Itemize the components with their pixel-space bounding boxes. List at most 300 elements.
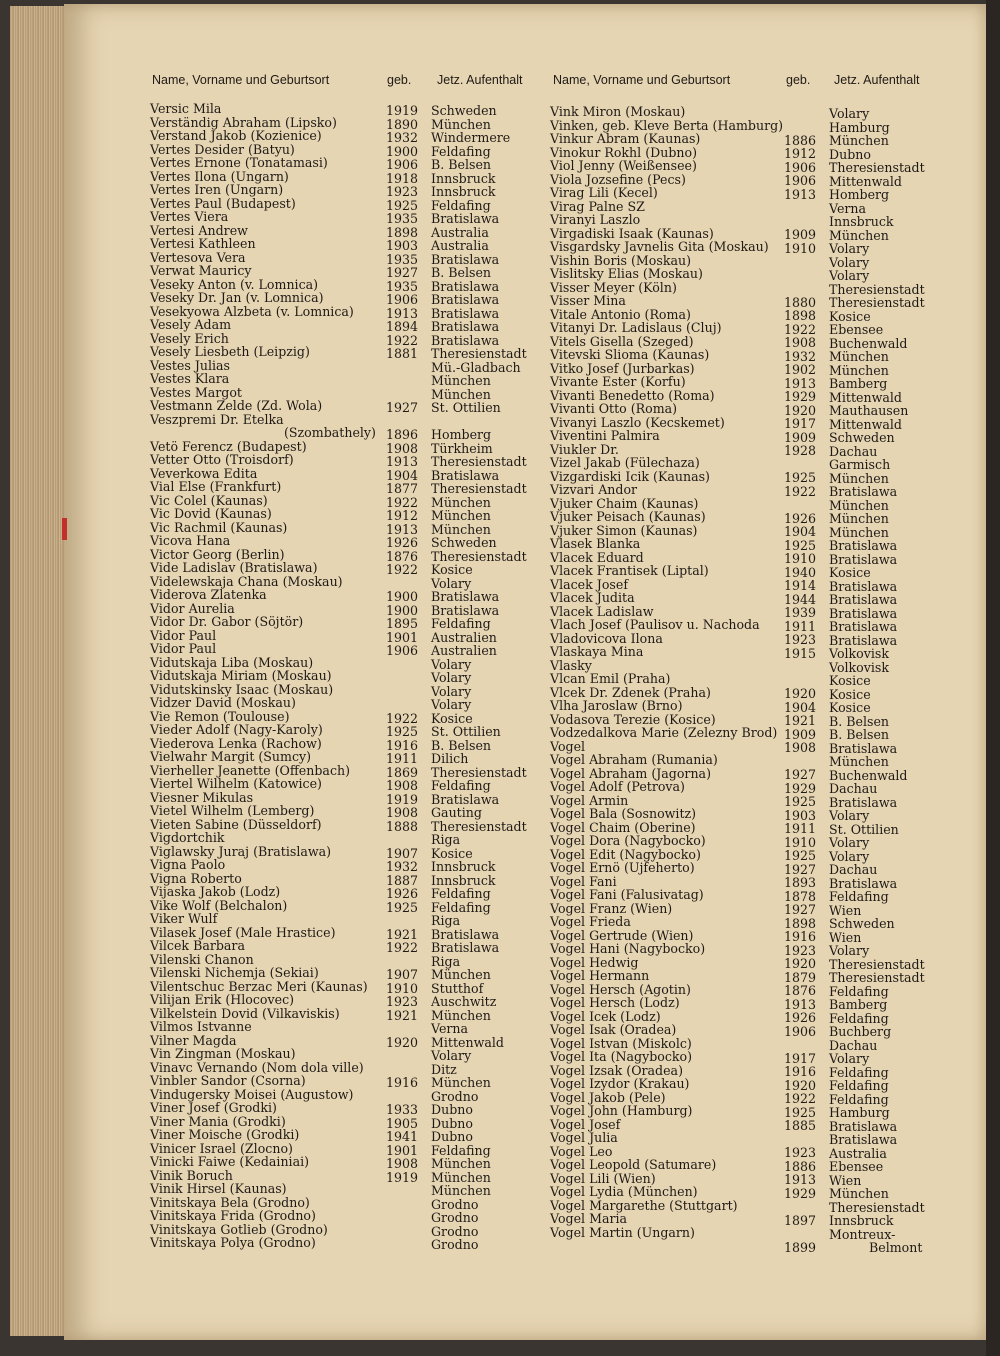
left-names-entry: Vetö Ferencz (Budapest)	[150, 438, 307, 454]
left-years-column	[386, 104, 418, 1252]
left-names-entry: Vinik Hirsel (Kaunas)	[150, 1181, 287, 1196]
left-years-entry: 1919	[386, 1169, 419, 1185]
right-names-entry: Vogel Hersch (Lodz)	[550, 995, 680, 1010]
left-names-entry: Veszpremi Dr. Etelka	[150, 411, 284, 427]
left-years-entry: 1925	[386, 197, 419, 213]
right-years-entry: 1939	[784, 605, 817, 620]
left-names-entry: Viederova Lenka (Rachow)	[150, 735, 322, 751]
left-places-entry: Theresienstadt	[431, 454, 527, 469]
right-places-entry: München	[829, 362, 889, 378]
right-names-entry: Vlaskaya Mina	[550, 644, 644, 659]
right-years-entry: 1927	[784, 902, 817, 917]
left-years-entry	[386, 1049, 418, 1063]
right-years-entry: 1876	[784, 983, 817, 998]
right-names-entry: Virag Palne SZ	[550, 198, 645, 214]
left-years-entry: 1916	[386, 737, 419, 753]
left-places-entry: Innsbruck	[431, 170, 496, 186]
left-names-entry: Vinicer Israel (Zlocno)	[150, 1140, 293, 1156]
left-names-entry: Vestes Klara	[150, 371, 230, 386]
left-years-entry: 1905	[386, 1115, 419, 1131]
left-names-entry: Viderova Zlatenka	[150, 587, 267, 602]
right-years-entry: 1908	[784, 740, 817, 755]
right-years-entry: 1912	[784, 146, 817, 161]
left-years-entry	[386, 374, 418, 388]
right-names-entry: Vitale Antonio (Roma)	[550, 306, 691, 322]
right-places-entry: Schweden	[829, 430, 895, 445]
right-years-entry: 1893	[784, 875, 817, 890]
left-years-entry: 1941	[386, 1129, 419, 1144]
left-years-entry: 1927	[386, 265, 419, 280]
left-names-entry: Vieten Sabine (Düsseldorf)	[150, 816, 322, 832]
left-years-entry: 1921	[386, 1007, 419, 1023]
right-places-entry: Volary	[829, 808, 870, 823]
right-names-entry: Viukler Dr.	[550, 441, 619, 457]
right-places-entry: Bratislawa	[829, 875, 898, 891]
right-places-entry: Feldafing	[829, 1064, 889, 1080]
right-years-entry: 1879	[784, 969, 817, 985]
left-years-entry	[386, 833, 418, 847]
left-places-entry: Homberg	[431, 427, 492, 442]
left-years-entry	[386, 1238, 418, 1252]
left-places-entry: Bratislawa	[431, 940, 500, 955]
right-places-entry: München	[829, 511, 889, 526]
right-years-entry: 1932	[784, 348, 817, 364]
right-names-entry: Vogel Julia	[550, 1130, 618, 1145]
right-names-entry: Vlacek Ladislaw	[550, 603, 654, 619]
right-places-entry: Mittenwald	[829, 416, 902, 432]
left-years-entry	[386, 914, 418, 928]
left-names-entry: Vesely Erich	[150, 330, 229, 346]
right-years-entry: 1917	[784, 416, 817, 431]
right-names-entry: Vogel Ita (Nagybocko)	[550, 1049, 693, 1064]
right-years-entry: 1929	[784, 1185, 817, 1201]
right-names-entry: Vlacek Josef	[550, 576, 628, 592]
right-names-entry: Vitevski Slioma (Kaunas)	[550, 347, 710, 362]
right-names-entry: Viventini Palmira	[550, 428, 660, 443]
right-names-entry: Vink Miron (Moskau)	[550, 104, 686, 119]
left-years-entry	[386, 698, 418, 712]
right-places-entry: Garmisch	[829, 457, 891, 472]
header-name-left: Name, Vorname und Geburtsort	[152, 73, 330, 87]
left-places-entry: Theresienstadt	[431, 818, 527, 834]
right-places-entry: Dachau	[829, 443, 878, 459]
left-places-entry: Feldafing	[431, 197, 491, 213]
right-places-entry: Innsbruck	[829, 1213, 894, 1228]
left-places-entry: Feldafing	[431, 1142, 491, 1158]
right-names-entry: Vitels Gisella (Szeged)	[550, 333, 694, 349]
right-names-entry: Vlasek Blanka	[550, 536, 641, 551]
left-places-entry: Feldafing	[431, 143, 491, 159]
left-years-entry: 1887	[386, 872, 419, 888]
left-names-entry: Vinavc Vernando (Nom dola ville)	[150, 1059, 364, 1075]
left-places-entry: Volary	[431, 1048, 472, 1063]
left-names-entry: Vertesi Kathleen	[150, 236, 256, 251]
right-places-entry: Volary	[829, 254, 870, 270]
right-places-entry: München	[829, 227, 889, 243]
right-names-entry: Visser Mina	[550, 293, 626, 308]
right-places-entry: B. Belsen	[829, 713, 890, 729]
right-years-entry: 1944	[784, 591, 817, 607]
left-years-entry	[386, 685, 418, 699]
right-names-entry: Visgardsky Javnelis Gita (Moskau)	[550, 239, 769, 254]
left-places-entry: Theresienstadt	[431, 346, 527, 361]
left-names-entry: Verständig Abraham (Lipsko)	[150, 114, 337, 130]
left-years-entry: 1908	[386, 778, 419, 793]
left-places-entry: Kosice	[431, 710, 473, 726]
left-places-entry: Bratislawa	[431, 602, 500, 618]
right-years-entry	[784, 660, 816, 674]
left-years-entry: 1900	[386, 143, 419, 159]
header-name-right: Name, Vorname und Geburtsort	[553, 73, 731, 87]
right-places-entry: Bratislawa	[829, 538, 898, 553]
left-places-entry: Grodno	[431, 1088, 479, 1104]
page-stack-edge	[10, 6, 70, 1336]
left-years-entry: 1908	[386, 440, 419, 456]
right-places-entry: Bratislawa	[829, 1132, 898, 1147]
right-years-entry: 1906	[784, 1023, 817, 1039]
right-years-entry: 1910	[784, 240, 817, 256]
left-places-entry: München	[431, 1169, 491, 1185]
left-names-entry: Vertes Iren (Ungarn)	[150, 182, 284, 197]
left-years-entry: 1923	[386, 184, 419, 199]
right-places-entry: Bratislawa	[829, 740, 898, 756]
left-years-entry	[386, 955, 418, 969]
left-places-entry: Innsbruck	[431, 859, 496, 874]
left-names-entry: Versic Mila	[150, 101, 222, 116]
left-places-entry: Australia	[431, 224, 489, 240]
right-places-entry: Australia	[829, 1145, 887, 1161]
left-years-entry: 1869	[386, 764, 419, 780]
left-names-entry: Viesner Mikulas	[150, 789, 254, 805]
right-years-entry: 1886	[784, 1158, 817, 1174]
right-names-entry: Vislitsky Elias (Moskau)	[550, 266, 703, 281]
left-years-entry: 1911	[386, 751, 419, 766]
left-years-entry: 1927	[386, 400, 419, 415]
right-years-entry: 1902	[784, 362, 817, 377]
right-names-entry: Vogel John (Hamburg)	[550, 1103, 693, 1118]
left-places-entry: St. Ottilien	[431, 400, 501, 415]
right-names-entry: Vogel Hani (Nagybocko)	[550, 941, 706, 956]
right-names-entry: Vogel Hersch (Agotin)	[550, 981, 691, 997]
left-names-entry: Vestes Julias	[150, 357, 231, 373]
left-years-entry: 1923	[386, 994, 419, 1009]
left-names-entry: Vielwahr Margit (Sumcy)	[150, 749, 312, 764]
right-places-entry: Kosice	[829, 565, 871, 580]
right-places-entry: Buchenwald	[829, 335, 908, 351]
left-names-entry: Vigna Paolo	[150, 857, 226, 872]
left-names-entry: Vestmann Zelde (Zd. Wola)	[150, 398, 323, 413]
right-places-entry: Kosice	[829, 308, 871, 324]
right-names-entry: Vogel Fani (Falusivatag)	[550, 887, 704, 902]
left-years-entry: 1876	[386, 548, 419, 564]
right-names-entry: Vogel Bala (Sosnowitz)	[550, 806, 697, 821]
right-places-entry: Volary	[829, 241, 870, 256]
right-names-entry: Vogel Lydia (München)	[550, 1184, 698, 1199]
right-years-entry: 1916	[784, 929, 817, 944]
left-years-entry	[386, 1211, 418, 1225]
right-names-entry: Vlha Jaroslaw (Brno)	[550, 698, 683, 713]
left-names-entry: Vetter Otto (Troisdorf)	[150, 452, 294, 467]
right-names-entry: Virag Lili (Kecel)	[550, 185, 658, 200]
right-names-entry: Vogel Lili (Wien)	[550, 1170, 656, 1186]
right-names-entry: Vivanti Benedetto (Roma)	[550, 387, 715, 403]
left-years-entry: 1890	[386, 116, 419, 132]
left-years-entry: 1918	[386, 170, 419, 186]
left-places-entry: München	[431, 1007, 491, 1023]
left-names-entry: Vinitskaya Polya (Grodno)	[150, 1235, 316, 1250]
right-places-entry: Bratislawa	[829, 592, 898, 607]
right-places-entry: Theresienstadt	[829, 281, 925, 297]
right-names-entry: Vogel	[550, 738, 586, 754]
right-names-entry: Vogel Armin	[550, 792, 629, 808]
right-years-entry: 1913	[784, 996, 817, 1012]
right-names-entry: Vogel Abraham (Jagorna)	[550, 765, 711, 781]
left-years-entry	[386, 1184, 418, 1198]
right-places-entry: Hamburg	[829, 119, 890, 135]
right-places-entry: Theresienstadt	[829, 160, 925, 175]
right-names-entry: Vlacek Judita	[550, 590, 635, 605]
left-names-entry: Vertesova Vera	[150, 249, 246, 265]
left-years-entry: 1916	[386, 1075, 419, 1090]
right-years-entry	[784, 282, 816, 296]
right-names-entry: Vitanyi Dr. Ladislaus (Cluj)	[550, 320, 722, 335]
right-places-entry: Homberg	[829, 187, 890, 202]
right-places-entry: Bratislawa	[829, 1118, 898, 1134]
left-years-entry	[386, 1198, 418, 1212]
right-years-entry: 1909	[784, 227, 817, 242]
right-names-entry: Vlach Josef (Paulisov u. Nachoda	[550, 617, 760, 632]
left-places-entry: Bratislawa	[431, 292, 500, 307]
right-places-entry: Volary	[829, 1051, 870, 1066]
right-names-entry: Vivanyi Laszlo (Kecskemet)	[550, 414, 725, 430]
right-years-entry	[784, 1200, 816, 1214]
left-names-entry: Vertes Ilona (Ungarn)	[150, 168, 289, 184]
right-names-entry: Viranyi Laszlo	[550, 212, 641, 227]
left-names-entry: Vilmos Istvanne	[150, 1019, 252, 1034]
left-places-entry: Australia	[431, 238, 489, 253]
right-years-entry	[784, 255, 816, 269]
right-years-entry	[784, 269, 816, 283]
right-years-entry: 1925	[784, 848, 817, 863]
left-places-entry: Grodno	[431, 1210, 479, 1225]
left-places-entry: München	[431, 1156, 491, 1171]
right-names-entry: Vodasova Terezie (Kosice)	[550, 711, 716, 727]
right-years-entry	[784, 1038, 816, 1052]
left-years-entry	[386, 1063, 418, 1077]
right-names-entry: Vogel Abraham (Rumania)	[550, 752, 718, 767]
right-places-entry: Hamburg	[829, 1105, 890, 1120]
right-places-entry: München	[829, 497, 889, 513]
right-years-entry: 1929	[784, 780, 817, 796]
right-names-entry: Vlcan Emil (Praha)	[550, 671, 671, 686]
right-names-entry: Vjuker Peisach (Kaunas)	[550, 509, 706, 524]
right-places-entry: Theresienstadt	[829, 295, 925, 310]
left-names-column	[150, 102, 376, 1250]
right-years-entry: 1923	[784, 942, 817, 958]
right-places-entry: Bamberg	[829, 997, 888, 1012]
right-places-entry: Volkovisk	[829, 646, 889, 661]
right-years-entry: 1915	[784, 645, 817, 661]
left-names-entry: Vertesi Andrew	[150, 222, 248, 238]
left-places-entry: Stutthof	[431, 980, 484, 996]
left-places-entry	[431, 415, 527, 429]
left-years-entry: 1896	[386, 427, 419, 442]
left-years-entry: 1907	[386, 967, 419, 982]
right-names-entry: Vlacek Eduard	[550, 549, 644, 565]
left-years-entry: 1900	[386, 589, 419, 604]
left-years-entry: 1922	[386, 710, 419, 726]
left-places-entry: Theresienstadt	[431, 481, 527, 496]
left-years-entry	[386, 658, 418, 672]
right-years-entry: 1909	[784, 429, 817, 445]
right-years-entry: 1927	[784, 767, 817, 782]
left-places-entry: St. Ottilien	[431, 724, 501, 739]
left-years-entry: 1922	[386, 332, 419, 348]
right-years-entry: 1926	[784, 510, 817, 526]
left-places-entry: Theresienstadt	[431, 764, 527, 780]
right-names-entry: Vogel Josef	[550, 1116, 621, 1132]
left-places-entry: Bratislawa	[431, 926, 500, 942]
right-names-entry: Vizgardiski Icik (Kaunas)	[550, 468, 710, 484]
left-names-entry: Vilenski Chanon	[150, 951, 254, 967]
right-years-entry	[784, 120, 816, 134]
left-places-entry: Riga	[431, 913, 461, 928]
left-places-entry: Innsbruck	[431, 184, 496, 199]
left-places-entry: Feldafing	[431, 778, 491, 793]
right-years-entry: 1940	[784, 564, 817, 580]
right-years-entry: 1885	[784, 1118, 817, 1133]
left-years-entry: 1926	[386, 886, 419, 901]
left-years-entry	[386, 577, 418, 591]
left-names-entry: Vidutskaja Miriam (Moskau)	[150, 668, 332, 683]
left-years-entry: 1913	[386, 305, 419, 321]
left-places-entry: Bratislawa	[431, 319, 500, 334]
right-places-entry: München	[829, 349, 889, 364]
left-years-entry: 1919	[386, 103, 419, 118]
right-names-entry: Vogel Istvan (Miskolc)	[550, 1035, 692, 1051]
left-names-entry: Vike Wolf (Belchalon)	[150, 897, 288, 913]
right-years-entry: 1906	[784, 159, 817, 175]
right-places-entry: München	[829, 1186, 889, 1201]
right-years-entry: 1925	[784, 537, 817, 553]
left-years-entry: 1903	[386, 238, 419, 253]
right-names-entry: Vogel Izsak (Oradea)	[550, 1062, 683, 1078]
right-places-entry: Feldafing	[829, 1091, 889, 1107]
right-places-entry: Wien	[829, 1172, 862, 1188]
left-names-entry: Vertes Paul (Budapest)	[150, 195, 296, 211]
left-names-entry: Vietel Wilhelm (Lemberg)	[150, 803, 315, 818]
right-places-entry: Feldafing	[829, 1078, 889, 1093]
left-places-entry: Feldafing	[431, 886, 491, 901]
left-places-entry: Gauting	[431, 805, 482, 820]
right-names-entry: Vogel Frieda	[550, 914, 631, 929]
left-years-entry: 1888	[386, 818, 419, 834]
right-years-entry: 1913	[784, 375, 817, 391]
left-places-entry: Bratislawa	[431, 791, 500, 807]
right-places-entry: Bratislawa	[829, 484, 898, 499]
right-places-entry: Feldafing	[829, 983, 889, 999]
left-years-entry: 1901	[386, 629, 419, 645]
left-names-entry: Vidutskinsky Isaac (Moskau)	[150, 681, 334, 697]
right-places-entry: Kosice	[829, 686, 871, 702]
left-places-entry: Bratislawa	[431, 278, 500, 294]
left-names-entry: Victor Georg (Berlin)	[150, 546, 285, 562]
right-places-entry: München	[829, 524, 889, 540]
left-names-entry: Vidzer David (Moskau)	[150, 695, 296, 710]
left-places-entry: Verna	[431, 1021, 469, 1036]
left-names-entry: Vidor Paul	[150, 641, 217, 656]
right-names-entry: Vlacek Frantisek (Liptal)	[550, 563, 709, 578]
left-years-entry: 1922	[386, 940, 419, 955]
left-years-entry: 1894	[386, 319, 419, 334]
right-years-column	[784, 120, 816, 1254]
right-names-entry: Vlasky	[550, 657, 592, 673]
left-places-entry: Mittenwald	[431, 1034, 504, 1050]
right-names-entry: Vizvari Andor	[550, 482, 638, 497]
left-names-entry: Viner Moische (Grodki)	[150, 1127, 300, 1142]
left-years-entry: 1900	[386, 602, 419, 618]
left-places-entry: Windermere	[431, 130, 511, 145]
right-places-entry: Buchberg	[829, 1024, 892, 1039]
right-names-entry: Vinokur Rokhl (Dubno)	[550, 144, 697, 160]
left-years-entry: 1920	[386, 1034, 419, 1050]
left-places-entry: Dubno	[431, 1129, 473, 1144]
right-years-entry: 1922	[784, 1091, 817, 1106]
left-years-entry	[386, 1225, 418, 1239]
right-names-entry: Vizel Jakab (Fülechaza)	[550, 455, 700, 470]
left-places-entry: Auschwitz	[431, 994, 497, 1009]
right-names-entry: Vjuker Chaim (Kaunas)	[550, 495, 699, 511]
left-names-entry: Vilentschuc Berzac Meri (Kaunas)	[150, 978, 368, 994]
right-names-entry: Vogel Maria	[550, 1211, 628, 1226]
left-names-entry: Vinitskaya Frida (Grodno)	[150, 1208, 316, 1223]
right-years-entry: 1906	[784, 173, 817, 188]
header-geb-right: geb.	[786, 73, 811, 87]
right-names-entry: Vogel Gertrude (Wien)	[550, 927, 694, 943]
left-places-entry: Grodno	[431, 1223, 479, 1239]
right-places-entry: Feldafing	[829, 889, 889, 904]
right-names-entry: Vivanti Otto (Roma)	[550, 401, 678, 416]
left-places-entry: Bratislawa	[431, 332, 500, 348]
right-places-entry: Bratislawa	[829, 794, 898, 810]
left-years-entry: 1898	[386, 224, 419, 240]
right-names-entry: Vogel Margarethe (Stuttgart)	[550, 1197, 738, 1213]
right-places-entry: Schweden	[829, 916, 895, 931]
left-names-entry: Vinitskaya Gotlieb (Grodno)	[150, 1221, 328, 1237]
right-years-entry: 1929	[784, 389, 817, 404]
right-places-entry: Bratislawa	[829, 605, 898, 621]
left-names-entry: Verstand Jakob (Kozienice)	[150, 128, 322, 143]
left-names-entry: Vic Colel (Kaunas)	[150, 492, 268, 508]
right-names-entry: Vogel Isak (Oradea)	[550, 1022, 677, 1037]
right-years-entry: 1916	[784, 1064, 817, 1079]
left-names-entry: Vertes Desider (Batyu)	[150, 141, 295, 157]
right-names-entry: Vodzedalkova Marie (Zelezny Brod)	[550, 725, 778, 740]
right-years-entry: 1925	[784, 1104, 817, 1120]
left-names-entry: Veverkowa Edita	[150, 465, 258, 481]
right-names-column	[550, 105, 783, 1239]
left-places-entry: Bratislawa	[431, 211, 500, 226]
left-places-entry: München	[431, 386, 491, 402]
right-places-entry: Dachau	[829, 781, 878, 796]
left-places-entry: Schweden	[431, 535, 497, 550]
right-years-entry: 1909	[784, 726, 817, 742]
left-places-entry: Dilich	[431, 751, 469, 766]
left-places-entry: B. Belsen	[431, 265, 492, 280]
left-names-entry: Viner Josef (Grodki)	[150, 1100, 277, 1115]
right-places-entry: München	[829, 470, 889, 486]
left-places-entry: Kosice	[431, 562, 473, 577]
